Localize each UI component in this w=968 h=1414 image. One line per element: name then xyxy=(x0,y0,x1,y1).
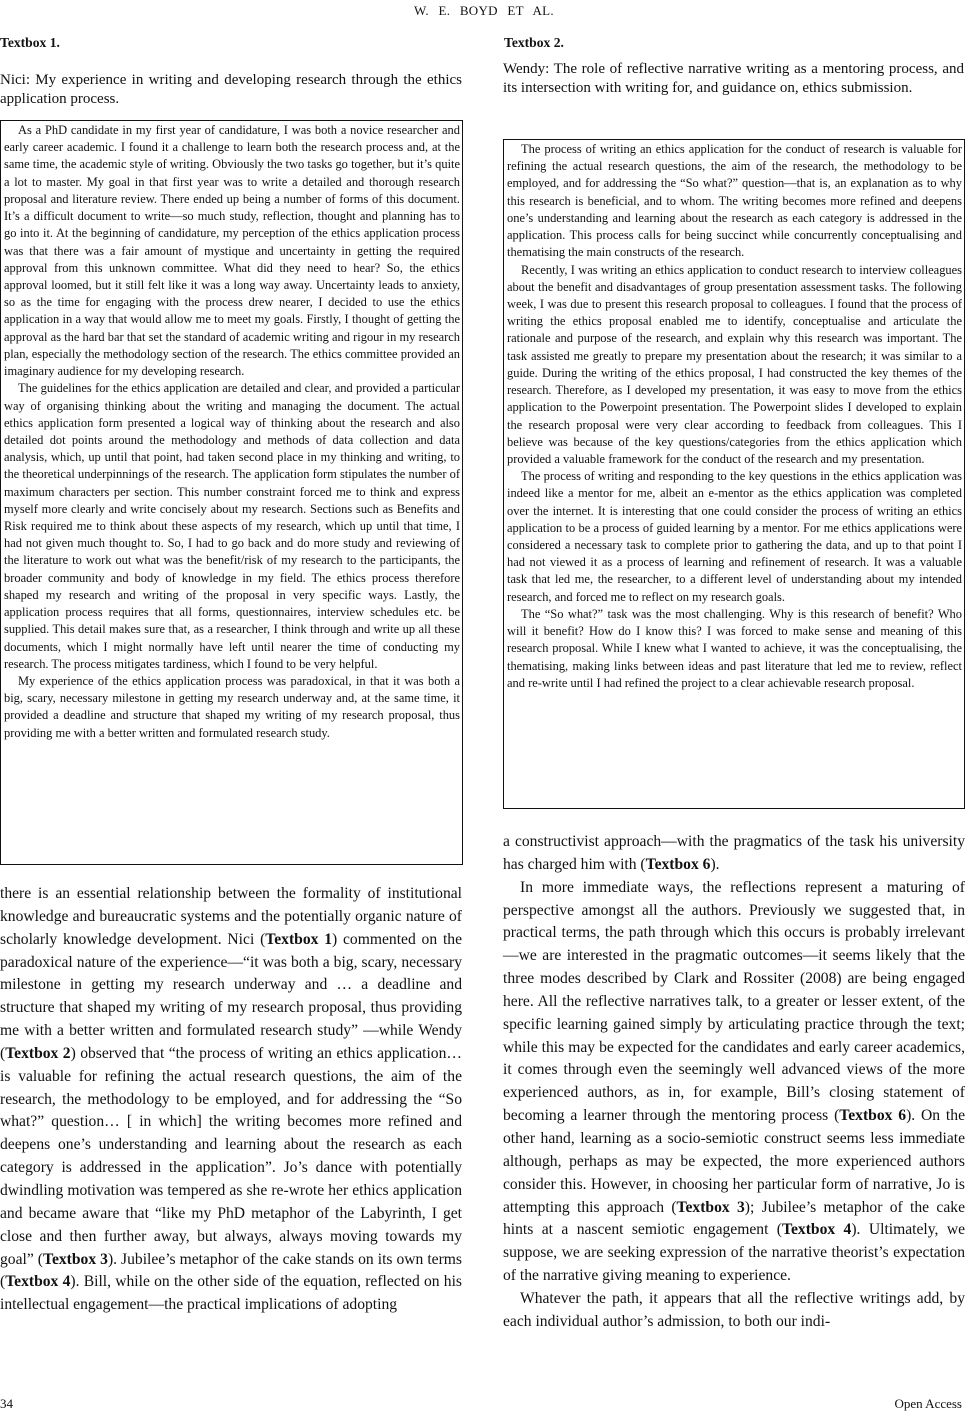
textbox1-title: Textbox 1. xyxy=(0,35,60,50)
textbox2-paragraph: The process of writing an ethics application for the conduct of research is valuable for refining the actual research questions, the aim of the research, the methodology to be employed, and for addressing the “So what?” question—that is, an explanation as to why this research is beneficial, and to whom. The writing becomes more refined and deepens one’s understanding and learning about the research as each category is addressed in the application. This process calls for being succinct while concurrently conceptualising and thematising the main constructs of the research. xyxy=(507,142,962,260)
textbox2-title: Textbox 2. xyxy=(504,35,564,50)
textbox2-paragraph: The process of writing and responding to the key questions in the ethics application was indeed like a mentor for me, albeit an e-mentor as the ethics application was completed over the internet. It is interesting that one could consider the process of writing an ethics application to be a process of guided learning by a mentor. For me ethics applications were considered a necessary task to complete prior to gathering the data, and up to that point I had not viewed it as a process of learning and refinement of research. It was a valuable task that led me, the researcher, to a different level of understanding about my intended research, and forced me to reflect on my research goals. xyxy=(507,469,962,604)
textbox-reference: Textbox 3 xyxy=(676,1198,745,1216)
body-text-segment: there is an essential relationship between the formality of institutional knowledge and bureaucratic systems and the potentially organic nature of scholarly knowledge development. Nici ( xyxy=(0,885,462,948)
body-paragraph xyxy=(503,1288,965,1334)
textbox2-box xyxy=(503,139,965,809)
body-text-segment: a constructivist approach—with the pragmatics of the task his university has charged him with ( xyxy=(503,833,965,873)
body-text-segment: ) commented on the paradoxical nature of the experience—“it was both a big, scary, necessary milestone in getting my research underway and … a deadline and structure that shaped my writing of my research proposal, thus providing me with a better written and formulated research study” —while Wendy ( xyxy=(0,930,463,1062)
textbox1-paragraph: The guidelines for the ethics application are detailed and clear, and provided a particular way of organising thinking about the writing and managing the document. The actual ethics application form presented a logical way of thinking about the research and also detailed dot points around the methodology and methods of data collection and data analysis, which, up until that point, had taken second place in my thinking and writing, to the theoretical underpinnings of the research. The application form stipulates the number of maximum characters per section. This number constraint forced me to think and express myself more clearly and write concisely about my research. Sections such as Benefits and Risk required me to think about these aspects of my research, which up until that time, I had not given much thought to. So, I had to go back and do more study and reviewing of the literature to work out what was the benefit/risk of my research to the participants, the broader community and body of knowledge in my field. The ethics process therefore shaped my research and writing of the proposal in very specific ways. Lastly, the application process requires that all forms, questionnaires, interview schedules etc. be supplied. This detail makes sure that, as a researcher, I think through and write up all these documents, which I might normally have left until nearer the time of conducting my research. The process mitigates tardiness, which I found to be very helpful. xyxy=(4,381,460,671)
textbox2-caption: Wendy: The role of reflective narrative writing as a mentoring process, and its intersection with writing for, and guidance on, ethics submission. xyxy=(503,61,964,96)
textbox-reference: Textbox 2 xyxy=(5,1044,71,1062)
body-text-segment: Whatever the path, it appears that all the reflective writings add, by each individual author’s admission, to both our indi- xyxy=(503,1289,965,1330)
body-paragraph xyxy=(0,883,462,1317)
body-text-segment: ). Ultimately, we suppose, we are seeking expression of the narrative theorist’s expectation of the narrative giving meaning to experience. xyxy=(503,1221,966,1285)
textbox-reference: Textbox 6 xyxy=(839,1107,907,1125)
page-number: 34 xyxy=(0,1396,13,1411)
textbox1-caption: Nici: My experience in writing and developing research through the ethics application process. xyxy=(0,72,462,107)
textbox1-paragraph: My experience of the ethics application process was paradoxical, in that it was both a big, scary, necessary milestone in getting my research underway and, at the same time, it provided a deadline and structure that shaped my writing of my research proposal, thus providing me with a better written and formulated research study. xyxy=(4,674,460,740)
body-text-segment: ) observed that “the process of writing an ethics application… is valuable for refining the actual research questions, the aim of the research, the methodology to be employed, and for addressing the “So what?” question… [ in which] the writing becomes more refined and deepens one’s understanding and learning about the research as each category is addressed in the application”. Jo’s dance with potentially dwindling motivation was tempered as she re-wrote her ethics application and became aware that “like my PhD metaphor of the Labyrinth, I get close and then further away, but always, always moving towards my goal” ( xyxy=(0,1044,462,1268)
textbox-reference: Textbox 3 xyxy=(42,1250,108,1268)
textbox-reference: Textbox 4 xyxy=(782,1221,852,1239)
textbox1-paragraph: As a PhD candidate in my first year of candidature, I was both a novice researcher and early career academic. I found it a challenge to learn both the research process and, at the same time, the academic style of writing. Obviously the two tasks go together, but it’s quite a lot to master. My goal in that first year was to write a detailed and thorough research proposal and literature review. There ended up being a number of forms of this document. It’s a difficult document to write—so much study, reflection, thought and planning has to go into it. At the beginning of candidature, my perception of the ethics application process was that there was a fair amount of mystique and uncertainty in getting the required approval from this unknown committee. What did they need to hear? So, the ethics approval loomed, but it still felt like it was a long way away. Uncertainty leads to anxiety, so as the time for engaging with the process drew nearer, I decided to use the ethics application in a way that would allow me to meet my goals. Firstly, I thought of getting the approval as the hard bar that set the standard of academic writing and rigour in my research plan, especially the methodology section of the research. The ethics committee provided an imaginary audience for my developing research. xyxy=(4,123,460,379)
running-head: W. E. BOYD ET AL. xyxy=(414,3,554,18)
body-text-segment: In more immediate ways, the reflections represent a maturing of perspective amongst all the authors. Previously we suggested that, in practical terms, the path through which this occurs is probably irrelevant—we are interested in the pragmatic outcomes—it seems likely that the three modes described by Clark and Rossiter (2008) are being engaged here. All the reflective narratives talk, to a greater or lesser extent, of the specific learning gained simply by articulating practice through the text; while this may be expected for the candidates and early career academics, it comes through even the seemingly well advanced views of the more experienced authors, as in, for example, Bill’s closing statement of becoming a learner through the mentoring process ( xyxy=(503,878,965,1125)
body-text-segment: ). xyxy=(710,855,720,873)
textbox2-paragraph: Recently, I was writing an ethics application to conduct research to interview colleagues about the benefit and disadvantages of group presentation assessment tasks. The following week, I was due to present this research proposal to colleagues. I found that the process of writing the ethics proposal enabled me to identify, conceptualise and articulate the rationale and purpose of the research, and explain why this research was important. The task assisted me greatly to prepare my presentation about the research; it was similar to a guide. During the writing of the ethics proposal, I had constructed the key themes of the research. Therefore, as I developed my presentation, it was easy to move from the ethics application to the Powerpoint presentation. The Powerpoint slides I developed to explain the research proposal were very clear according to feedback from colleagues. This I believe was because of the key questions/categories from the ethics application which provided a valuable framework for the conduct of the research and my presentation. xyxy=(507,262,962,466)
publisher-label: Open Access xyxy=(894,1396,962,1411)
body-text-right xyxy=(503,831,965,1334)
body-text-segment: ). Jubilee’s metaphor of the cake stands on its own terms ( xyxy=(0,1250,462,1291)
textbox-reference: Textbox 6 xyxy=(645,855,711,873)
body-text-segment: ); Jubilee’s metaphor of the cake hints at a nascent semiotic engagement ( xyxy=(503,1198,965,1239)
body-text-segment: ). Bill, while on the other side of the equation, reflected on his intellectual engagement—the practical implications of adopting xyxy=(0,1273,463,1314)
body-paragraph xyxy=(503,877,965,1288)
textbox-reference: Textbox 1 xyxy=(265,930,333,948)
body-text-left xyxy=(0,883,462,1317)
textbox-reference: Textbox 4 xyxy=(5,1273,71,1291)
body-paragraph xyxy=(503,831,965,877)
textbox2-paragraph: The “So what?” task was the most challenging. Why is this research of benefit? Who will it benefit? How do I know this? I was forced to make sense and meaning of this research proposal. While I knew what I wanted to achieve, it was the conceptualising, the thematising, making links between ideas and past literature that led me to review, reflect and re-write until I had refined the project to a clear achievable research proposal. xyxy=(507,606,962,690)
textbox1-box xyxy=(0,120,463,865)
body-text-segment: ). On the other hand, learning as a socio-semiotic construct seems less immediate although, perhaps as may be expected, the more experienced authors consider this. However, in choosing her particular form of narrative, Jo is attempting this approach ( xyxy=(503,1107,965,1216)
